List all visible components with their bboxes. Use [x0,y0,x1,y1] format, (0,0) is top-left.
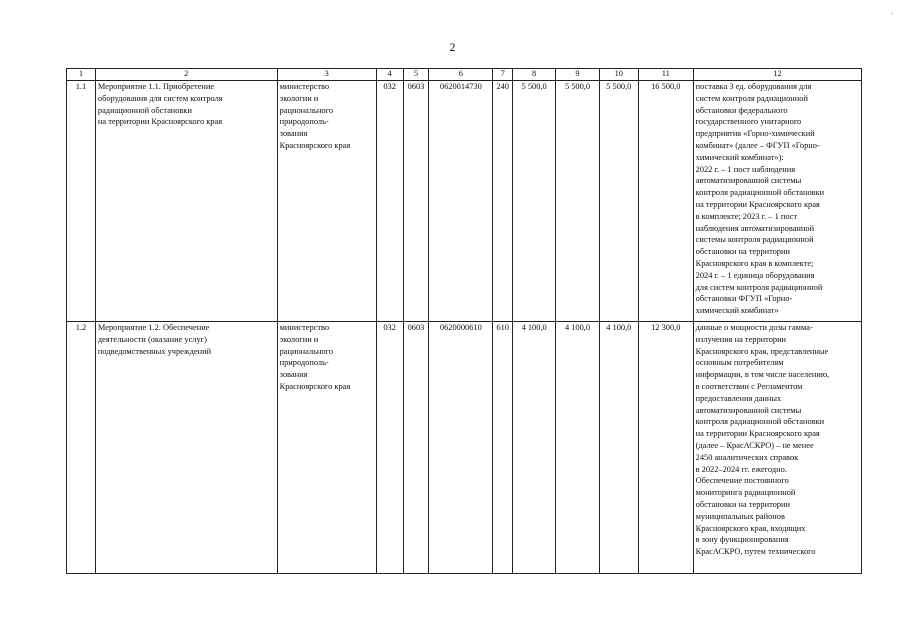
rzpr-code: 0603 [403,322,429,574]
column-header: 12 [693,69,861,81]
column-header: 6 [429,69,493,81]
csr-code: 0620000610 [429,322,493,574]
table-row [67,322,862,574]
csr-code: 0620014730 [429,81,493,322]
amount-2022: 4 100,0 [512,322,555,574]
column-header: 10 [599,69,638,81]
amount-2023: 5 500,0 [556,81,599,322]
column-header: 11 [638,69,693,81]
measure-name: Мероприятие 1.2. Обеспечение деятельности (оказание услуг) подведомственных учреждений [95,322,277,574]
corner-mark: . [890,6,893,16]
amount-2023: 4 100,0 [556,322,599,574]
row-number: 1.2 [67,322,96,574]
column-header: 4 [376,69,403,81]
grbs-code: 032 [376,322,403,574]
amount-2022: 5 500,0 [512,81,555,322]
column-number-row [67,69,862,81]
column-header: 5 [403,69,429,81]
column-header: 7 [493,69,513,81]
column-header: 1 [67,69,96,81]
page-number: 2 [449,40,456,54]
table-row [67,81,862,322]
column-header: 3 [277,69,376,81]
amount-2024: 5 500,0 [599,81,638,322]
responsible-agency: министерство экологии и рационального природополь- зования Красноярского края [277,81,376,322]
row-number: 1.1 [67,81,96,322]
expected-result: данные о мощности дозы гамма- излучения на территории Красноярского края, представленные основным потребителям информации, в том числе населению, в соответствии с Регламентом предоставления данных автоматизированной системы контроля радиационной обстановки на территории Красноярского края (далее – КрасАСКРО) – не менее 2450 аналитических справок в 2022–2024 гг. ежегодно. Обеспечение постоянного мониторинга радиационной обстановки на территории муниципальных районов Красноярского края, входящих в зону функционирования КрасАСКРО, путем технического [693,322,861,574]
vr-code: 240 [493,81,513,322]
grbs-code: 032 [376,81,403,322]
expected-result: поставка 3 ед. оборудования для систем контроля радиационной обстановки федерального государственного унитарного предприятия «Горно-химический комбинат» (далее – ФГУП «Горно- химический комбинат»): 2022 г. – 1 пост наблюдения автоматизированной системы контроля радиационной обстановки на территории Красноярского края в комплекте; 2023 г. – 1 пост наблюдения автоматизированной системы контроля радиационной обстановки на территории Красноярского края в комплекте; 2024 г. – 1 единица оборудования для систем контроля радиационной обстановки ФГУП «Горно- химический комбинат» [693,81,861,322]
program-measures-table [66,68,862,574]
amount-total: 12 300,0 [638,322,693,574]
responsible-agency: министерство экологии и рационального природополь- зования Красноярского края [277,322,376,574]
column-header: 9 [556,69,599,81]
vr-code: 610 [493,322,513,574]
amount-2024: 4 100,0 [599,322,638,574]
column-header: 8 [512,69,555,81]
measure-name: Мероприятие 1.1. Приобретение оборудования для систем контроля радиационной обстановки на территории Красноярского края [95,81,277,322]
column-header: 2 [95,69,277,81]
amount-total: 16 500,0 [638,81,693,322]
rzpr-code: 0603 [403,81,429,322]
